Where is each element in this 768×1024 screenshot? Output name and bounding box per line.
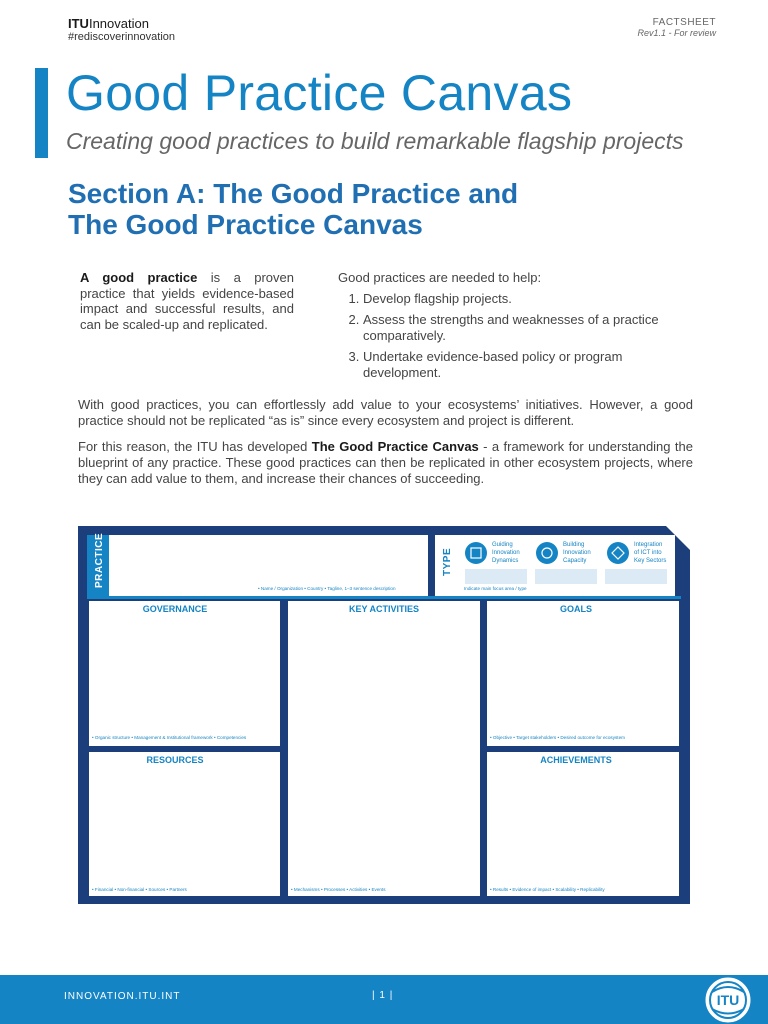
type-option-building-box[interactable] xyxy=(535,569,597,584)
page-number: | 1 | xyxy=(372,990,394,1001)
integration-ict-icon xyxy=(607,542,629,564)
para2-text-end: - a framework for understanding the blueprint of any practice. These good practices can then be replicated in other ecosystem projects, where they can add value to them, and increase their chances of succeeding. xyxy=(78,439,693,486)
brand-block xyxy=(68,17,175,43)
goals-hints: • Objective • Target stakeholders • Desired outcome for ecosystem xyxy=(490,735,625,740)
building-capacity-icon xyxy=(536,542,558,564)
key-activities-heading: KEY ACTIVITIES xyxy=(348,604,420,614)
needs-list-item: 3. Undertake evidence-based policy or program development. xyxy=(363,349,698,380)
page-subtitle: Creating good practices to build remarkable flagship projects xyxy=(66,128,684,154)
key-activities-cell[interactable] xyxy=(288,601,480,896)
good-practice-canvas xyxy=(78,526,690,904)
type-option-integration-l1: Integration xyxy=(634,542,663,548)
governance-cell[interactable] xyxy=(89,601,280,746)
resources-hints: • Financial • Non-financial • Sources • Partners xyxy=(92,887,187,892)
itu-logo-text: ITU xyxy=(716,992,740,1008)
canvas-divider-band xyxy=(87,596,681,599)
type-option-building-l2: Innovation xyxy=(563,550,591,556)
type-option-integration-l3: Key Sectors xyxy=(634,558,667,564)
type-option-building-l3: Capacity xyxy=(563,558,587,564)
practice-hints: • Name / Organization • Country • Tagline, 1–3 sentence description xyxy=(258,586,396,591)
brand-name xyxy=(68,17,175,30)
type-option-integration-l2: of ICT into xyxy=(634,550,662,556)
brand-hashtag: #rediscoverinnovation xyxy=(68,31,176,43)
document-meta xyxy=(637,18,716,38)
title-accent-bar xyxy=(35,68,48,158)
resources-heading: RESOURCES xyxy=(146,755,204,765)
type-option-guiding-l2: Innovation xyxy=(492,550,520,556)
page-title: Good Practice Canvas xyxy=(66,65,573,121)
achievements-heading: ACHIEVEMENTS xyxy=(540,755,612,765)
good-practice-definition xyxy=(80,270,294,332)
needs-list-item: 2. Assess the strengths and weaknesses of a practice comparatively. xyxy=(363,312,698,343)
goals-heading: GOALS xyxy=(559,604,593,614)
para2-text-start: For this reason, the ITU has developed xyxy=(78,439,312,454)
revision-label: Rev1.1 - For review xyxy=(637,27,716,38)
canvas-name-emphasis: The Good Practice Canvas xyxy=(311,439,479,454)
type-option-integration-box[interactable] xyxy=(605,569,667,584)
governance-heading: GOVERNANCE xyxy=(142,604,208,614)
needs-heading: Good practices are needed to help: xyxy=(338,270,542,285)
type-option-guiding-l1: Guiding xyxy=(492,542,513,548)
needs-list xyxy=(338,291,698,381)
definition-text: is a proven practice that yields evidence-based impact and successful results, and can be scaled-up and replicated. xyxy=(80,270,294,332)
key-activities-hints: • Mechanisms • Processes • Activities • Events xyxy=(291,887,386,892)
goals-cell[interactable] xyxy=(487,601,679,746)
governance-hints: • Organic structure • Management & Institutional framework • Competencies xyxy=(92,735,247,740)
footer-url[interactable]: INNOVATION.ITU.INT xyxy=(64,991,181,1002)
definition-term: A good practice xyxy=(80,270,198,285)
itu-logo-icon xyxy=(700,976,758,1024)
practice-label: PRACTICE xyxy=(94,532,105,588)
section-title-line1: Section A: The Good Practice and xyxy=(68,178,519,209)
guiding-dynamics-icon xyxy=(465,542,487,564)
type-option-guiding-l3: Dynamics xyxy=(492,558,519,564)
type-hint: Indicate main focus area / type xyxy=(464,586,527,591)
brand-bold: ITU xyxy=(68,16,89,31)
type-option-guiding-box[interactable] xyxy=(465,569,527,584)
achievements-cell[interactable] xyxy=(487,752,679,896)
footer-bar xyxy=(0,975,768,1024)
type-label: TYPE xyxy=(442,547,453,576)
needs-list-item: 1. Develop flagship projects. xyxy=(363,291,698,307)
resources-cell[interactable] xyxy=(89,752,280,896)
good-practice-needs xyxy=(338,270,698,386)
achievements-hints: • Results • Evidence of impact • Scalability • Replicability xyxy=(490,887,605,892)
section-title-line2: The Good Practice Canvas xyxy=(68,209,423,240)
body-paragraph-1: With good practices, you can effortlessly add value to your ecosystems’ initiatives. However, a good practice should not be replicated “as is” since every ecosystem and project is different. xyxy=(78,397,693,428)
body-paragraph-2 xyxy=(78,439,693,487)
doc-type-label: FACTSHEET xyxy=(652,17,716,28)
section-title xyxy=(68,178,518,240)
brand-regular: Innovation xyxy=(88,16,149,31)
type-option-building-l1: Building xyxy=(563,542,585,548)
